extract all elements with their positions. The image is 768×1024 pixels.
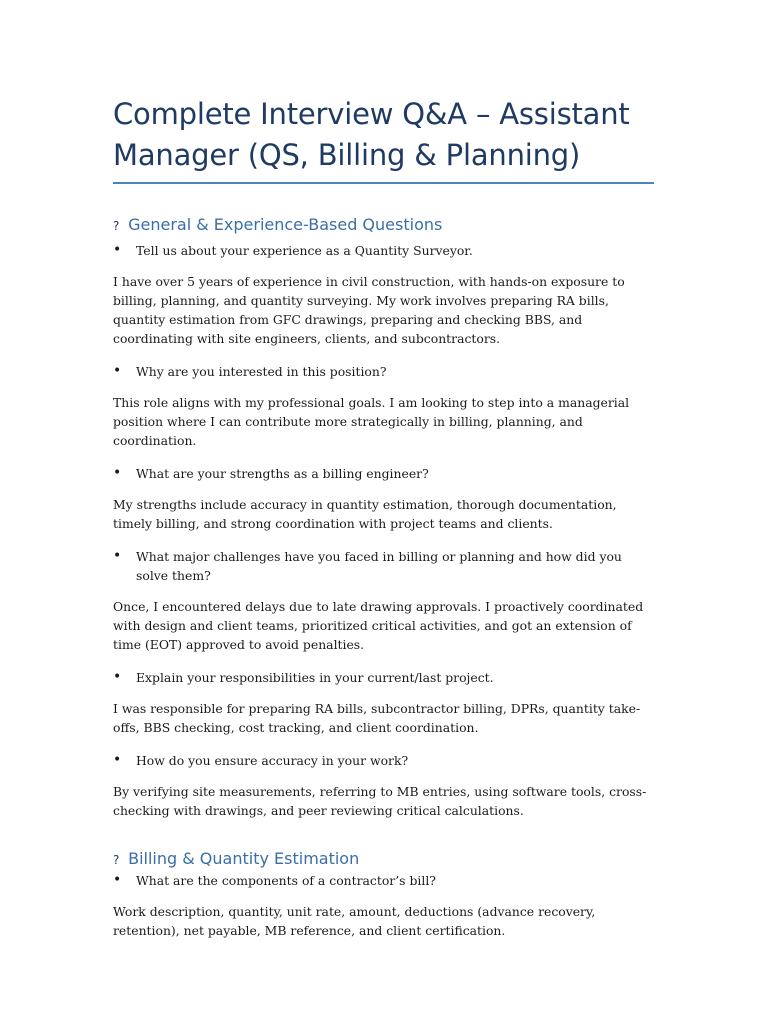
qa-item bbox=[113, 751, 655, 820]
section-heading bbox=[113, 214, 655, 237]
bullet-icon: • bbox=[113, 669, 122, 685]
section-emoji-icon: ? bbox=[113, 219, 120, 233]
section-heading bbox=[113, 848, 655, 871]
qa-item bbox=[113, 668, 655, 737]
section-heading-text: General & Experience-Based Questions bbox=[128, 215, 443, 234]
question bbox=[113, 751, 655, 770]
section-heading-text: Billing & Quantity Estimation bbox=[128, 849, 360, 868]
bullet-icon: • bbox=[113, 363, 122, 379]
question bbox=[113, 464, 655, 483]
section-billing-quantity bbox=[113, 848, 655, 940]
answer: Once, I encountered delays due to late drawing approvals. I proactively coordinated with design and client teams, prioritized critical activities, and got an extension of time (EOT) approved to avoid penalties. bbox=[113, 599, 644, 652]
answer: This role aligns with my professional goals. I am looking to step into a managerial position where I can contribute more strategically in billing, planning, and coordination. bbox=[113, 395, 630, 448]
answer: Work description, quantity, unit rate, amount, deductions (advance recovery, retention), net payable, MB reference, and client certification. bbox=[113, 904, 596, 938]
question bbox=[113, 362, 655, 381]
question bbox=[113, 547, 655, 585]
question-text: What are the components of a contractor’s bill? bbox=[136, 873, 436, 888]
qa-item bbox=[113, 547, 655, 654]
title-underline bbox=[113, 182, 654, 184]
question bbox=[113, 241, 655, 260]
question-text: What are your strengths as a billing engineer? bbox=[136, 466, 429, 481]
qa-item bbox=[113, 241, 655, 348]
question-text: What major challenges have you faced in billing or planning and how did you solve them? bbox=[136, 549, 622, 583]
qa-item bbox=[113, 362, 655, 450]
bullet-icon: • bbox=[113, 752, 122, 768]
bullet-icon: • bbox=[113, 242, 122, 258]
question-text: Why are you interested in this position? bbox=[136, 364, 387, 379]
answer: I have over 5 years of experience in civil construction, with hands-on exposure to billing, planning, and quantity surveying. My work involves preparing RA bills, quantity estimation from GFC drawings, preparing and checking BBS, and coordinating with site engineers, clients, and subcontractors. bbox=[113, 274, 625, 346]
question bbox=[113, 871, 655, 890]
document-title: Complete Interview Q&A – Assistant Manager (QS, Billing & Planning) bbox=[113, 97, 630, 172]
bullet-icon: • bbox=[113, 548, 122, 564]
bullet-icon: • bbox=[113, 465, 122, 481]
section-general-experience bbox=[113, 214, 655, 820]
question-text: Tell us about your experience as a Quantity Surveyor. bbox=[136, 243, 473, 258]
qa-item bbox=[113, 871, 655, 940]
answer: I was responsible for preparing RA bills, subcontractor billing, DPRs, quantity take-offs, BBS checking, cost tracking, and client coordination. bbox=[113, 701, 641, 735]
section-emoji-icon: ? bbox=[113, 853, 120, 867]
qa-item bbox=[113, 464, 655, 533]
bullet-icon: • bbox=[113, 872, 122, 888]
question bbox=[113, 668, 655, 687]
question-text: How do you ensure accuracy in your work? bbox=[136, 753, 409, 768]
question-text: Explain your responsibilities in your current/last project. bbox=[136, 670, 494, 685]
answer: My strengths include accuracy in quantity estimation, thorough documentation, timely billing, and strong coordination with project teams and clients. bbox=[113, 497, 617, 531]
answer: By verifying site measurements, referring to MB entries, using software tools, cross-checking with drawings, and peer reviewing critical calculations. bbox=[113, 784, 647, 818]
